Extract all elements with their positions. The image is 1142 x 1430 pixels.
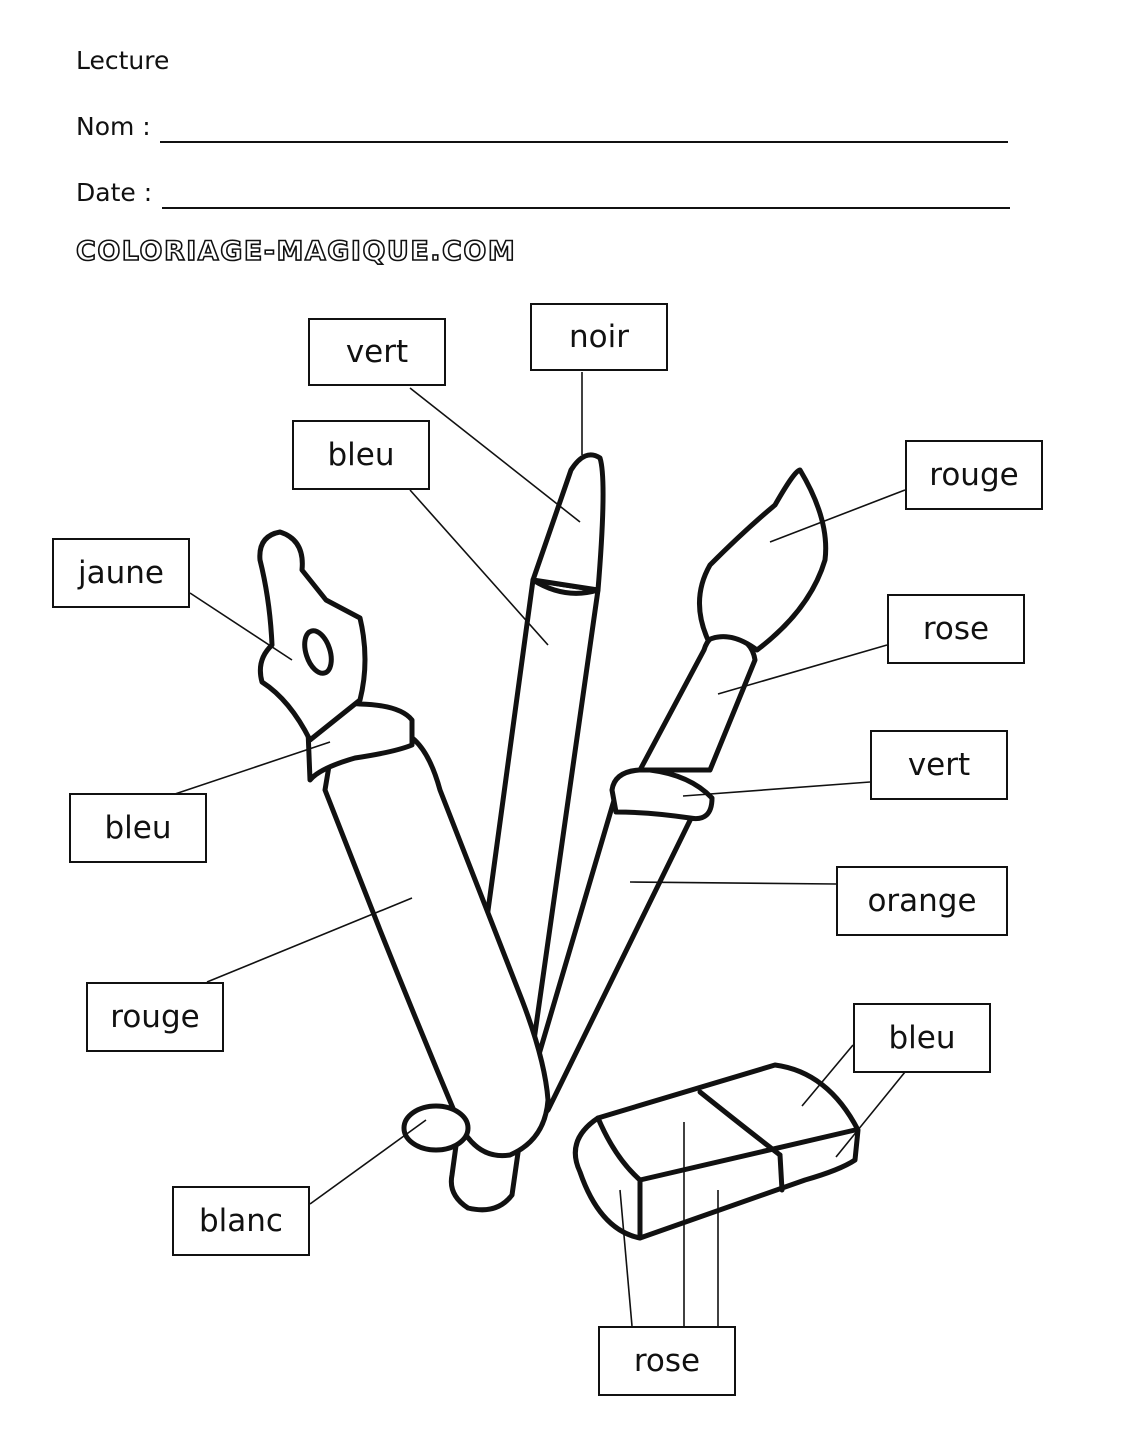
label-rouge-fountain-body: rouge bbox=[86, 982, 224, 1052]
label-rose-eraser: rose bbox=[598, 1326, 736, 1396]
label-orange-brush-handle: orange bbox=[836, 866, 1008, 936]
site-logo: COLORIAGE-MAGIQUE.COM bbox=[76, 236, 517, 267]
label-bleu-pen-body: bleu bbox=[292, 420, 430, 490]
label-vert-pen-cap: vert bbox=[308, 318, 446, 386]
label-bleu-collar: bleu bbox=[69, 793, 207, 863]
date-label: Date : bbox=[76, 178, 153, 207]
brush-ferrule bbox=[640, 633, 755, 770]
label-rose-ferrule: rose bbox=[887, 594, 1025, 664]
label-blanc-pen-end: blanc bbox=[172, 1186, 310, 1256]
subject-label: Lecture bbox=[76, 46, 170, 75]
felt-pen-cap bbox=[533, 455, 603, 590]
label-bleu-eraser: bleu bbox=[853, 1003, 991, 1073]
label-noir-pen-tip: noir bbox=[530, 303, 668, 371]
label-jaune-nib: jaune bbox=[52, 538, 190, 608]
label-rouge-brush-tip: rouge bbox=[905, 440, 1043, 510]
brush-tip bbox=[699, 470, 825, 650]
label-vert-brush-ring: vert bbox=[870, 730, 1008, 800]
name-label: Nom : bbox=[76, 112, 151, 141]
